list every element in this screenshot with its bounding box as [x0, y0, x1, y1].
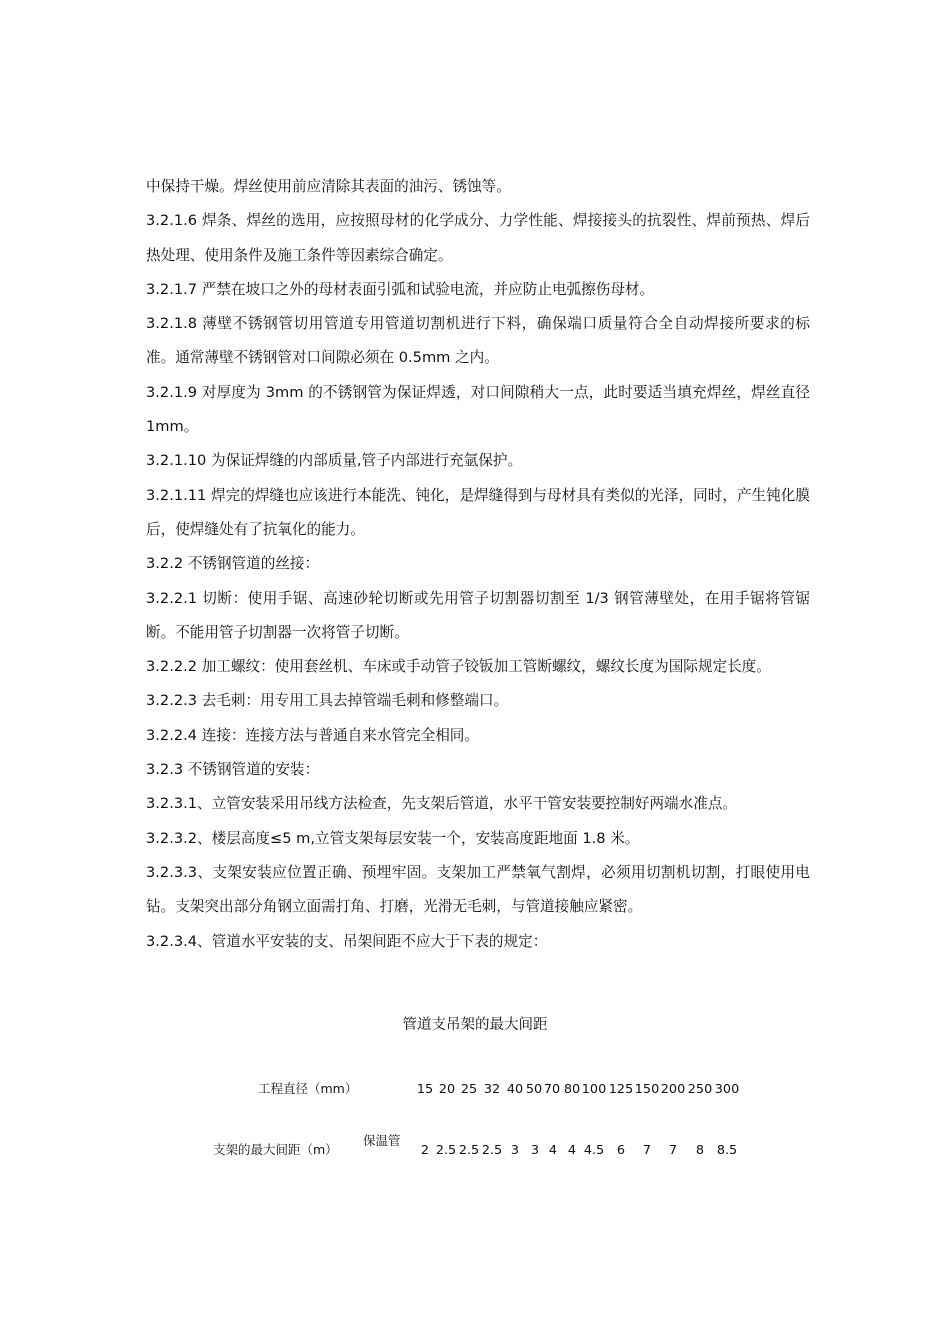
spacing-cell: 7: [668, 1143, 678, 1158]
diameter-cell: 20: [438, 1082, 456, 1097]
table-title: 管道支吊架的最大间距: [402, 1017, 548, 1033]
diameter-cell: 25: [460, 1082, 478, 1097]
diameter-cell: 40: [506, 1082, 524, 1097]
spacing-cell: 4: [548, 1143, 558, 1158]
heading-3-2-3: 3.2.3 不锈钢管道的安装：: [146, 761, 320, 779]
paragraph-3-2-2-2: 3.2.2.2 加工螺纹：使用套丝机、车床或手动管子铰钣加工管断螺纹，螺纹长度为国际规定长度。: [146, 658, 771, 676]
spacing-cell: 2.5: [458, 1143, 480, 1158]
spacing-cell: 8.5: [716, 1143, 738, 1158]
diameter-row-label: 工程直径（mm）: [258, 1081, 358, 1096]
spacing-cell: 7: [642, 1143, 652, 1158]
spacing-cell: 2: [420, 1143, 430, 1158]
diameter-cell: 200: [660, 1082, 686, 1097]
spacing-row-label: 支架的最大间距（m）: [213, 1142, 338, 1157]
spacing-cell: 4.5: [583, 1143, 605, 1158]
paragraph-3-2-3-4: 3.2.3.4、管道水平安装的支、吊架间距不应大于下表的规定：: [146, 932, 548, 950]
diameter-cell: 300: [714, 1082, 740, 1097]
diameter-cell: 80: [563, 1082, 581, 1097]
paragraph-3-2-2-3: 3.2.2.3 去毛刺：用专用工具去掉管端毛刺和修整端口。: [146, 692, 509, 710]
diameter-cell: 100: [581, 1082, 607, 1097]
spacing-row-sublabel: 保温管: [363, 1133, 401, 1148]
diameter-cell: 125: [608, 1082, 634, 1097]
paragraph-3-2-1-10: 3.2.1.10 为保证焊缝的内部质量,管子内部进行充氩保护。: [146, 452, 523, 470]
spacing-cell: 6: [616, 1143, 626, 1158]
body-text: [146, 170, 810, 959]
spacing-cell: 3: [530, 1143, 540, 1158]
paragraph-3-2-1-11: 3.2.1.11 焊完的焊缝也应该进行本能洗、钝化，是焊缝得到与母材具有类似的光泽，同时，产生钝化膜后，使焊缝处有了抗氧化的能力。: [146, 486, 810, 538]
spacing-cell: 8: [695, 1143, 705, 1158]
diameter-cell: 50: [525, 1082, 543, 1097]
spacing-cell: 2.5: [481, 1143, 503, 1158]
paragraph-3-2-2-4: 3.2.2.4 连接：连接方法与普通自来水管完全相同。: [146, 726, 479, 744]
spacing-cell: 2.5: [435, 1143, 457, 1158]
spacing-cell: 3: [510, 1143, 520, 1158]
paragraph-3-2-3-1: 3.2.3.1、立管安装采用吊线方法检查，先支架后管道，水平干管安装要控制好两端水准点。: [146, 795, 738, 813]
paragraph-3-2-1-6: 3.2.1.6 焊条、焊丝的选用，应按照母材的化学成分、力学性能、焊接接头的抗裂性、焊前预热、焊后热处理、使用条件及施工条件等因素综合确定。: [146, 212, 810, 264]
paragraph-3-2-1-9: 3.2.1.9 对厚度为 3mm 的不锈钢管为保证焊透，对口间隙稍大一点，此时要适当填充焊丝，焊丝直径 1mm。: [146, 383, 810, 436]
heading-3-2-2: 3.2.2 不锈钢管道的丝接：: [146, 555, 320, 573]
paragraph-continuation: 中保持干燥。焊丝使用前应清除其表面的油污、锈蚀等。: [146, 178, 511, 195]
diameter-cell: 32: [483, 1082, 501, 1097]
paragraph-3-2-3-3: 3.2.3.3、支架安装应位置正确、预埋牢固。支架加工严禁氧气割焊，必须用切割机切割，打眼使用电钻。支架突出部分角钢立面需打角、打磨，光滑无毛刺，与管道接触应紧密。: [146, 863, 810, 916]
diameter-cell: 70: [543, 1082, 561, 1097]
paragraph-3-2-3-2: 3.2.3.2、楼层高度≤5 m,立管支架每层安装一个，安装高度距地面 1.8 米。: [146, 829, 640, 847]
diameter-cell: 150: [634, 1082, 660, 1097]
paragraph-3-2-2-1: 3.2.2.1 切断：使用手锯、高速砂轮切断或先用管子切割器切割至 1/3 钢管薄壁处，在用手锯将管锯断。不能用管子切割器一次将管子切断。: [146, 589, 810, 641]
spacing-cell: 4: [567, 1143, 577, 1158]
paragraph-3-2-1-8: 3.2.1.8 薄壁不锈钢管切用管道专用管道切割机进行下料，确保端口质量符合全自动焊接所要求的标准。通常薄壁不锈钢管对口间隙必须在 0.5mm 之内。: [146, 315, 810, 367]
diameter-cell: 15: [416, 1082, 434, 1097]
diameter-cell: 250: [687, 1082, 713, 1097]
paragraph-3-2-1-7: 3.2.1.7 严禁在坡口之外的母材表面引弧和试验电流，并应防止电弧擦伤母材。: [146, 280, 655, 298]
